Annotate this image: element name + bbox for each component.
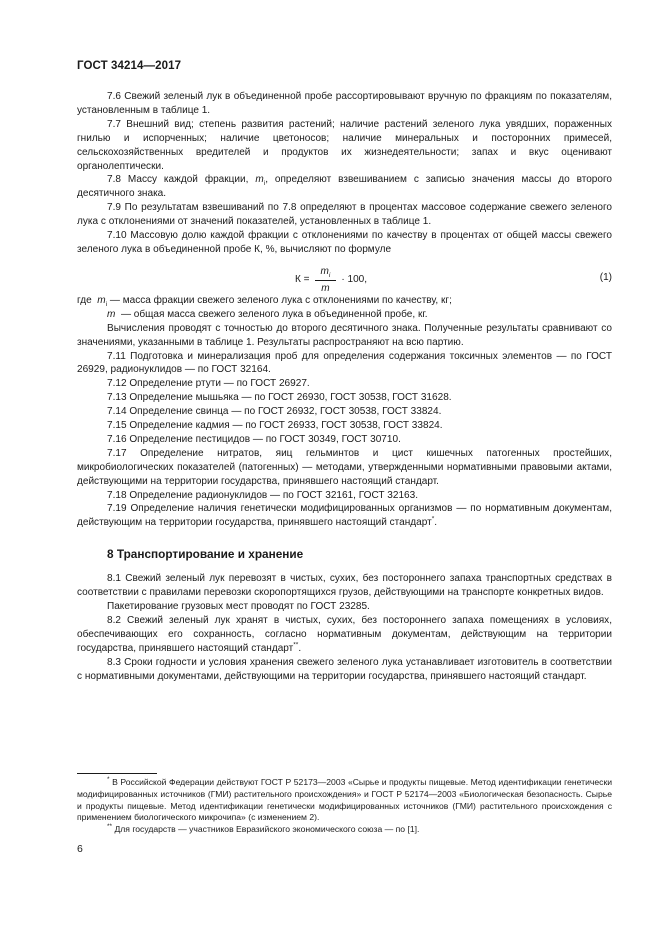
document-code-header: ГОСТ 34214—2017 [77,60,182,72]
formula-fraction [315,265,337,296]
paragraph-7-19 [77,502,612,530]
paragraph-7-19-end: . [434,517,438,529]
formula [295,265,367,296]
footnotes [77,777,612,836]
formula-numerator [315,265,337,281]
paragraph-packaging: Пакетирование грузовых мест проводят по ГОСТ 23285. [107,601,370,612]
footnote-ref-1[interactable]: * [431,516,435,524]
paragraph-7-8-end: , определяют взвешиванием с записью значения массы до второго десятичного знака. [77,174,612,200]
numerator-symbol: m [320,265,329,277]
paragraph-8-2-end: . [298,642,302,654]
formula-lhs: К = [295,274,310,286]
footnote-2-text: Для государств — участников Евразийского экономического союза — по [1]. [112,824,420,835]
mass-fraction-symbol: m [255,174,264,186]
formula-tail: · 100, [341,274,368,286]
paragraph-7-13: 7.13 Определение мышьяка — по ГОСТ 26930, ГОСТ 30538, ГОСТ 31628. [107,392,452,404]
paragraph-8-2-text: 8.2 Свежий зеленый лук хранят в чистых, сухих, без постороннего запаха помещениях в условиях, обеспечивающих его сохранность, согласно нормативным документам, действующим на территории государства, принявшего настоящий стандарт [77,614,612,654]
paragraph-7-8-start: 7.8 Массу каждой фракции, [107,174,256,186]
formula-number: (1) [599,271,612,283]
paragraph-8-2 [77,614,612,656]
paragraph-7-19-text: 7.19 Определение наличия генетически модифицированных организмов — по нормативным документам, действующим на территории государства, принявшего настоящий стандарт [77,503,612,529]
where-line-m [77,308,612,322]
footnote-2-mark: ** [107,823,113,831]
paragraph-7-6: 7.6 Свежий зеленый лук в объединенной пробе рассортировывают вручную по фракциям по показателям, установленным в таблице 1. [77,91,612,116]
where-mi-subscript: i [105,300,108,308]
paragraph-8-3: 8.3 Сроки годности и условия хранения свежего зеленого лука устанавливает изготовитель в соответствии с нормативными документами, действующими на территории государства, принявшего настоящий стандарт. [77,656,612,682]
paragraph-7-14: 7.14 Определение свинца — по ГОСТ 26932, ГОСТ 30538, ГОСТ 33824. [107,406,442,418]
paragraph-7-16: 7.16 Определение пестицидов — по ГОСТ 30349, ГОСТ 30710. [107,433,401,445]
formula-block [77,261,612,294]
document-body [77,90,612,683]
paragraph-7-10: 7.10 Массовую долю каждой фракции с отклонениями по качеству в процентах от общей массы свежего зеленого лука в объединенной пробе К, %, вычисляют по формуле [77,230,612,255]
footnote-1-mark: * [107,776,110,784]
footnote-ref-2[interactable]: ** [293,641,299,649]
where-mi-description: — масса фракции свежего зеленого лука с отклонениями по качеству, кг; [109,294,452,306]
paragraph-7-11: 7.11 Подготовка и минерализация проб для определения содержания токсичных элементов — по ГОСТ 26929, радионуклидов — по ГОСТ 32164. [77,350,612,376]
paragraph-7-9: 7.9 По результатам взвешиваний по 7.8 определяют в процентах массовое содержание свежего зеленого лука с отклонениями от значений показателей, установленных в таблице 1. [77,202,612,228]
paragraph-8-1: 8.1 Свежий зеленый лук перевозят в чистых, сухих, без постороннего запаха транспортных средствах в соответствии с правилами перевозки скоропортящихся грузов, действующими на транспорте конкретных видов. [77,573,612,599]
mass-fraction-subscript: i [263,180,266,188]
where-line-mi [77,294,612,308]
paragraph-7-12: 7.12 Определение ртути — по ГОСТ 26927. [107,378,310,390]
page-number: 6 [77,843,83,855]
where-mi-symbol: m [97,294,106,306]
footnote-1-text: В Российской Федерации действуют ГОСТ Р 52173—2003 «Сырье и продукты пищевые. Метод идентификации генетически модифицированных источников (ГМИ) растительного происхождения» и ГОСТ Р 52174—2003 «Биологическая безопасность. Сырье и продукты пищевые. Метод идентификации генетически модифицированных источников (ГМИ) растительного происхождения с применением биологического микрочипа» (с изменением 2). [77,777,612,823]
formula-denominator: m [321,282,330,294]
footnote-divider [77,773,157,774]
footnote-1 [77,777,612,824]
paragraph-calculation: Вычисления проводят с точностью до второго десятичного знака. Полученные результаты сравнивают со значениями, указанными в таблице 1. Результаты распространяют на всю партию. [77,322,612,348]
paragraph-7-7: 7.7 Внешний вид; степень развития растений; наличие растений зеленого лука увядших, пораженных гнилью и испорченных; наличие цветоносов; наличие минеральных и посторонних примесей, сельскохозяйственных вредителей и продуктов их жизнедеятельности; запах и вкус оценивают органолептически. [77,118,612,172]
where-word: где [77,294,92,306]
footnote-2 [77,824,612,836]
where-m-description: — общая масса свежего зеленого лука в объединенной пробе, кг. [120,308,428,320]
numerator-subscript: i [328,271,331,279]
paragraph-7-15: 7.15 Определение кадмия — по ГОСТ 26933, ГОСТ 30538, ГОСТ 33824. [107,420,443,432]
paragraph-7-18: 7.18 Определение радионуклидов — по ГОСТ 32161, ГОСТ 32163. [107,489,419,501]
where-m-symbol: m [107,308,116,320]
section-8-title: 8 Транспортирование и хранение [107,547,304,562]
paragraph-7-17: 7.17 Определение нитратов, яиц гельминтов и цист кишечных патогенных простейших, микробиологических показателей (патогенных) — методами, утвержденными нормативными правовыми актами, действующими на территории государства, принявшего настоящий стандарт. [77,447,612,487]
paragraph-7-8 [77,173,612,201]
